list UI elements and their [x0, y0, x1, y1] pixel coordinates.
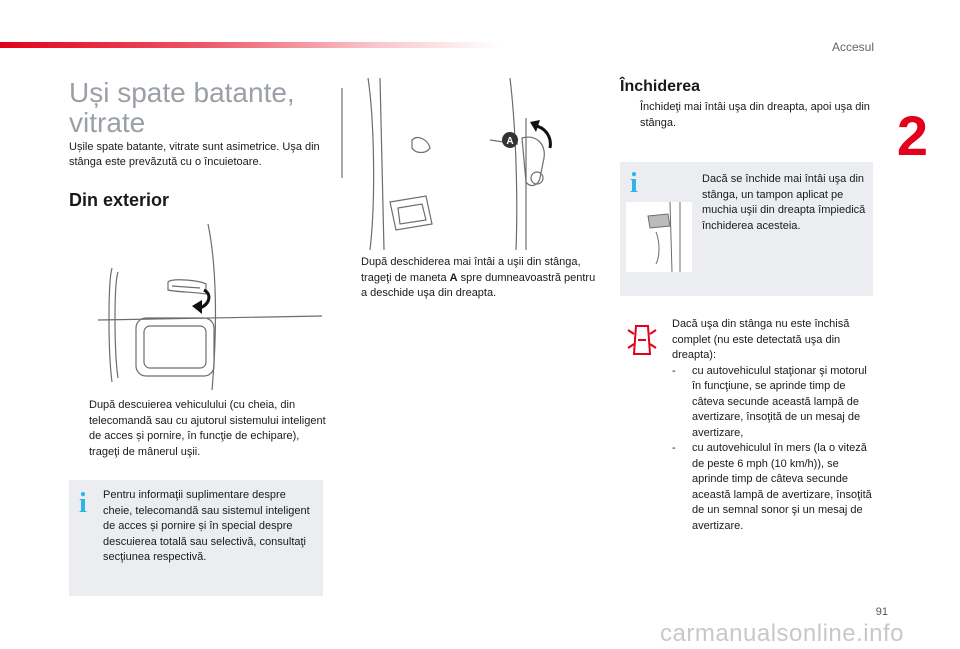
page-number: 91 [875, 606, 888, 618]
lever-step: După deschiderea mai întâi a uşii din stânga, trageţi de maneta A spre dumneavoastră pentru a deschide uşa din dreapta. [361, 256, 596, 299]
warning-item: - cu autovehiculul în mers (la o viteză de peste 6 mph (10 km/h)), se aprinde timp de câteva secunde această lampă de avertizare, însoţită de un semnal sonor şi un mesaj de avertizare. [672, 442, 872, 532]
closing-info-box [620, 162, 873, 296]
page-title: Uși spate batante, vitrate [69, 77, 295, 138]
exterior-step: După descuierea vehiculului (cu cheia, din telecomandă sau cu ajutorul sistemului inteligent de acces și pornire, în funcţie de echipare), trageţi de mânerul uşii. [89, 399, 326, 458]
section-label: Accesul [831, 40, 874, 54]
info-icon: i [630, 168, 638, 199]
warning-intro: Dacă uşa din stânga nu este închisă complet (nu este detectată uşa din dreapta): [672, 318, 850, 361]
exterior-info-text: Pentru informaţii suplimentare despre cheie, telecomandă sau sistemul inteligent de acces și pornire și în special despre descuierea totală sau selectivă, consultaţi secţiunea respectivă. [103, 489, 310, 563]
exterior-handle-illustration [88, 222, 324, 392]
closing-info-text: Dacă se închide mai întâi uşa din stânga, un tampon aplicat pe muchia uşii din dreapta împiedică închiderea acesteia. [702, 173, 866, 232]
lever-a-marker: A [506, 136, 514, 147]
door-buffer-illustration [626, 202, 692, 272]
header-accent-bar [0, 42, 500, 48]
info-icon: i [79, 488, 87, 519]
heading-closing: Închiderea [620, 78, 701, 95]
chapter-number: 2 [896, 104, 928, 167]
intro-text: Ușile spate batante, vitrate sunt asimetrice. Uşa din stânga este prevăzută cu o încuietoare. [69, 141, 320, 168]
watermark: carmanualsonline.info [660, 620, 904, 647]
lever-a-illustration [340, 78, 572, 250]
warning-item: - cu autovehiculul staţionar şi motorul în funcţiune, se aprinde timp de câteva secunde această lampă de avertizare, însoţită de un mesaj de avertizare, [672, 364, 867, 439]
door-warning-icon [626, 322, 658, 358]
exterior-info-box [69, 480, 323, 596]
heading-exterior: Din exterior [69, 190, 170, 210]
warning-text [672, 317, 872, 534]
closing-step: Închideţi mai întâi uşa din dreapta, apoi uşa din stânga. [640, 101, 870, 129]
